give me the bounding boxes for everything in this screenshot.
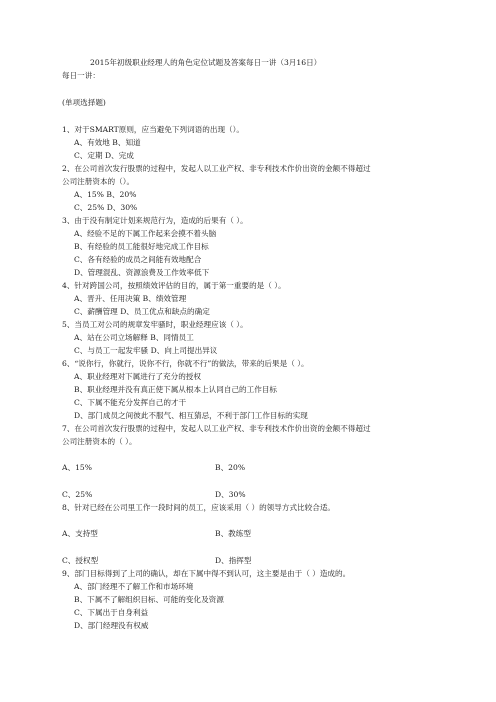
question-7-option-a: A、15% xyxy=(62,463,92,472)
question-9-option: D、部门经理没有权威 xyxy=(74,621,149,630)
question-3-option: B、有经验的员工能很好地完成工作目标 xyxy=(74,242,209,251)
question-8-option-row xyxy=(62,529,251,539)
question-4-option: C、薪酬管理 D、员工优点和缺点的确定 xyxy=(74,307,210,316)
question-9-stem: 9、部门目标得到了上司的确认，却在下属中得不到认可，这主要是由于（ ）造成的。 xyxy=(62,569,351,578)
question-3-option: C、各有经验的成员之间能有效地配合 xyxy=(74,255,202,264)
question-8-option-d: D、指挥型 xyxy=(215,556,252,565)
question-7-stem: 7、在公司首次发行股票的过程中，发起人以工业产权、非专利技术作价出资的金额不得超过 xyxy=(62,424,371,433)
question-1-option: C、定期 D、完成 xyxy=(74,151,134,160)
question-9-option: C、下属出于自身利益 xyxy=(74,608,149,617)
question-7-stem-cont: 公司注册资本的（ ）。 xyxy=(62,437,137,446)
document-title: 2015年初级职业经理人的角色定位试题及答案每日一讲（3月16日） xyxy=(90,58,322,67)
question-4-option: A、晋升、任用决策 B、绩效管理 xyxy=(74,294,187,303)
question-3-option: D、管理混乱、资源浪费及工作效率低下 xyxy=(74,268,210,277)
question-5-stem: 5、当员工对公司的规章发牢骚时，职业经理应该（ ）。 xyxy=(62,320,248,329)
question-3-stem: 3、由于没有制定计划来规范行为，造成的后果有（ ）。 xyxy=(62,216,248,225)
question-8-option-row xyxy=(62,556,252,566)
question-2-option: A、15% B、20% xyxy=(74,190,137,199)
question-9-option: B、下属不了解组织目标、可能的变化及资源 xyxy=(74,595,224,604)
question-1-option: A、有效地 B、知道 xyxy=(74,138,141,147)
question-7-option-row xyxy=(62,490,246,500)
question-2-stem: 2、在公司首次发行股票的过程中，发起人以工业产权、非专利技术作价出资的金额不得超过 xyxy=(62,164,371,173)
question-6-option: D、部门成员之间彼此不服气、相互猜忌，不利于部门工作目标的实现 xyxy=(74,411,308,420)
question-9-option: A、部门经理不了解工作和市场环境 xyxy=(74,582,194,591)
question-5-option: C、与员工一起发牢骚 D、向上司提出异议 xyxy=(74,346,218,355)
question-8-option-a: A、支持型 xyxy=(62,529,98,538)
question-6-option: C、下属不能充分发挥自己的才干 xyxy=(74,398,187,407)
question-5-option: A、站在公司立场解释 B、同情员工 xyxy=(74,333,194,342)
question-7-option-c: C、25% xyxy=(62,490,93,499)
question-7-option-d: D、30% xyxy=(215,490,246,499)
question-6-stem: 6、“说你行，你就行，说你不行，你就不行”的做法，带来的后果是（ ）。 xyxy=(62,359,309,368)
question-1-stem: 1、对于SMART原则，应当避免下列词语的出现（）。 xyxy=(62,125,245,134)
question-8-option-c: C、授权型 xyxy=(62,556,99,565)
section-heading: (单项选择题) xyxy=(62,98,106,107)
document-subtitle: 每日一讲： xyxy=(62,71,100,80)
question-3-option: A、经验不足的下属工作起来会摸不着头脑 xyxy=(74,229,217,238)
question-8-stem: 8、针对已经在公司里工作一段时间的员工，应该采用（ ）的领导方式比较合适。 xyxy=(62,503,336,512)
question-6-option: B、职业经理并没有真正使下属从根本上认同自己的工作目标 xyxy=(74,385,278,394)
question-6-option: A、职业经理对下属进行了充分的授权 xyxy=(74,372,201,381)
question-8-option-b: B、教练型 xyxy=(215,529,251,538)
question-7-option-b: B、20% xyxy=(215,463,246,472)
question-2-stem-cont: 公司注册资本的（）。 xyxy=(62,177,135,186)
question-2-option: C、25% D、30% xyxy=(74,203,138,212)
question-4-stem: 4、针对跨国公司，按照绩效评估的目的，属于第一重要的是（ ）。 xyxy=(62,281,286,290)
question-7-option-row xyxy=(62,463,246,473)
